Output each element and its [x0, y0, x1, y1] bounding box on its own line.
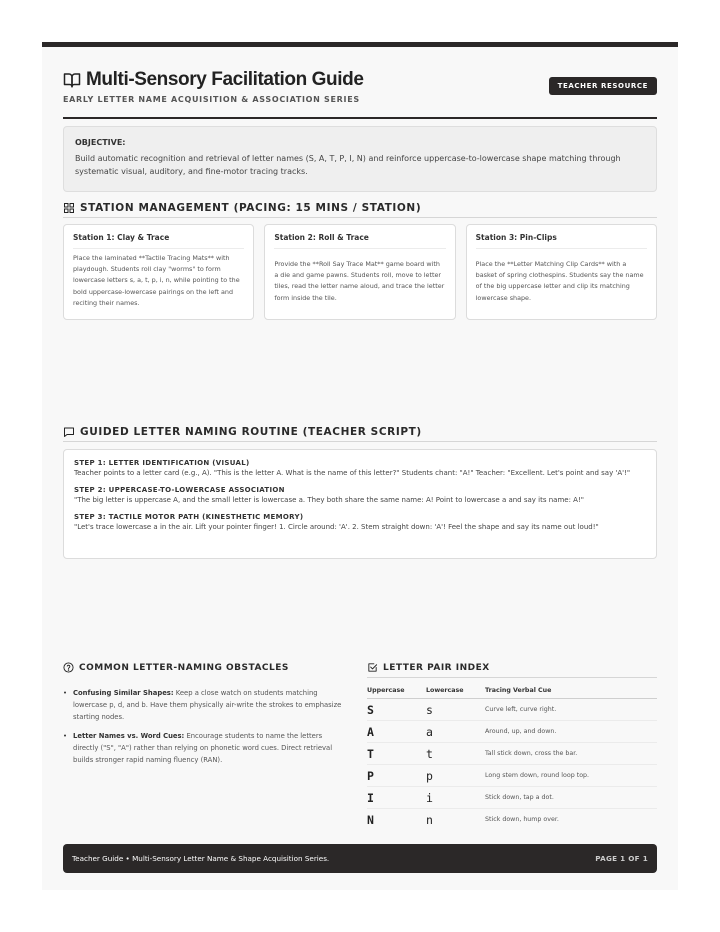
open-book-icon [63, 71, 81, 89]
column-header: Tracing Verbal Cue [485, 682, 657, 699]
step-text: Teacher points to a letter card (e.g., A). "This is the letter A. What is the name of this letter?" Students chant: "A!" Teacher: "Excellent. Let's point and say 'A'!" [74, 469, 631, 477]
uppercase-cell: P [367, 765, 426, 787]
script-heading [63, 426, 657, 442]
step-title: STEP 3: TACTILE MOTOR PATH (KINESTHETIC MEMORY) [74, 513, 304, 521]
cue-cell: Curve left, curve right. [485, 699, 657, 721]
table-row [367, 765, 657, 787]
cue-cell: Stick down, tap a dot. [485, 787, 657, 809]
obstacle-text: Keep a close watch on students matching lowercase p, d, and b. Have them physically air-write the strokes to emphasize starting nodes. [73, 689, 342, 722]
pair-index-heading-text: LETTER PAIR INDEX [383, 662, 490, 673]
lowercase-cell: a [426, 721, 485, 743]
page-footer [63, 844, 657, 873]
cue-cell: Tall stick down, cross the bar. [485, 743, 657, 765]
stations-heading-text: STATION MANAGEMENT (PACING: 15 MINS / STATION) [80, 202, 422, 214]
table-row [367, 743, 657, 765]
objective-label: OBJECTIVE: [75, 138, 126, 147]
obstacle-text: Encourage students to name the letters directly ("S", "A") rather than relying on phonetic word cues. Direct retrieval builds stronger rapid naming fluency (RAN). [73, 731, 333, 765]
uppercase-cell: A [367, 721, 426, 743]
teacher-resource-badge: TEACHER RESOURCE [549, 77, 657, 95]
station-title: Station 2: Roll & Trace [274, 233, 445, 249]
page-number: PAGE 1 OF 1 [595, 854, 648, 863]
page-title: Multi-Sensory Facilitation Guide [86, 69, 364, 90]
station-card-3 [466, 224, 657, 320]
station-text: Provide the **Roll Say Trace Mat** game board with a die and game pawns. Students roll, move to letter tiles, read the letter name aloud, and trace the letter form inside the tile. [274, 260, 445, 302]
letter-pair-column [367, 662, 657, 831]
obstacles-list [63, 687, 347, 766]
station-title: Station 3: Pin-Clips [476, 233, 647, 249]
obstacle-label: Letter Names vs. Word Cues: [73, 731, 185, 740]
obstacles-heading [63, 662, 347, 677]
lowercase-cell: i [426, 787, 485, 809]
script-step [74, 459, 646, 477]
obstacles-column [63, 662, 347, 772]
table-row [367, 787, 657, 809]
obstacles-heading-text: COMMON LETTER-NAMING OBSTACLES [79, 662, 289, 673]
lowercase-cell: t [426, 743, 485, 765]
step-title: STEP 1: LETTER IDENTIFICATION (VISUAL) [74, 459, 250, 467]
page-header [63, 69, 657, 119]
document-page [42, 42, 678, 890]
checkbox-icon [367, 662, 378, 673]
script-step [74, 486, 646, 504]
column-header: Uppercase [367, 682, 426, 699]
objective-box [63, 126, 657, 192]
stations-row [63, 224, 657, 320]
page-subtitle: EARLY LETTER NAME ACQUISITION & ASSOCIATION SERIES [63, 95, 360, 104]
cue-cell: Around, up, and down. [485, 721, 657, 743]
table-row [367, 699, 657, 721]
step-text: "Let's trace lowercase a in the air. Lift your pointer finger! 1. Circle around: 'A'. 2. Stem straight down: 'A'! Feel the shape and say its name out loud!" [74, 523, 599, 531]
teacher-script-box [63, 449, 657, 559]
station-text: Place the laminated **Tactile Tracing Mats** with playdough. Students roll clay "worms" to form lowercase letters s, a, t, p, i, n, while pointing to the bold uppercase-lowercase pairings on the left and reciting their names. [73, 254, 240, 307]
lowercase-cell: p [426, 765, 485, 787]
letter-pair-table [367, 682, 657, 831]
table-header-row [367, 682, 657, 699]
objective-text: Build automatic recognition and retrieval of letter names (S, A, T, P, I, N) and reinforce uppercase-to-lowercase shape matching through systematic visual, auditory, and fine-motor tracing tracks. [75, 154, 621, 176]
table-row [367, 809, 657, 831]
list-item [63, 730, 347, 767]
table-row [367, 721, 657, 743]
uppercase-cell: S [367, 699, 426, 721]
script-step [74, 513, 646, 531]
footer-text: Teacher Guide • Multi-Sensory Letter Name & Shape Acquisition Series. [72, 854, 330, 863]
station-text: Place the **Letter Matching Clip Cards** with a basket of spring clothespins. Students say the name of the big uppercase letter and clip its matching lowercase shape. [475, 260, 644, 302]
step-text: "The big letter is uppercase A, and the small letter is lowercase a. They both share the same name: A! Point to lowercase a and say its name: A!" [74, 496, 584, 504]
station-title: Station 1: Clay & Trace [73, 233, 244, 249]
stations-heading [63, 202, 657, 218]
grid-icon [63, 202, 75, 214]
station-card-2 [264, 224, 455, 320]
script-heading-text: GUIDED LETTER NAMING ROUTINE (TEACHER SCRIPT) [80, 426, 422, 438]
lowercase-cell: n [426, 812, 433, 827]
station-card-1 [63, 224, 254, 320]
uppercase-cell: I [367, 787, 426, 809]
list-item [63, 687, 347, 724]
uppercase-cell: N [367, 812, 374, 827]
cue-cell: Stick down, hump over. [485, 816, 559, 824]
step-title: STEP 2: UPPERCASE-TO-LOWERCASE ASSOCIATION [74, 486, 285, 494]
speech-bubble-icon [63, 426, 75, 438]
cue-cell: Long stem down, round loop top. [485, 765, 657, 787]
question-circle-icon [63, 662, 74, 673]
lowercase-cell: s [426, 699, 485, 721]
column-header: Lowercase [426, 682, 485, 699]
pair-index-heading [367, 662, 657, 678]
obstacle-label: Confusing Similar Shapes: [73, 689, 174, 697]
uppercase-cell: T [367, 743, 426, 765]
